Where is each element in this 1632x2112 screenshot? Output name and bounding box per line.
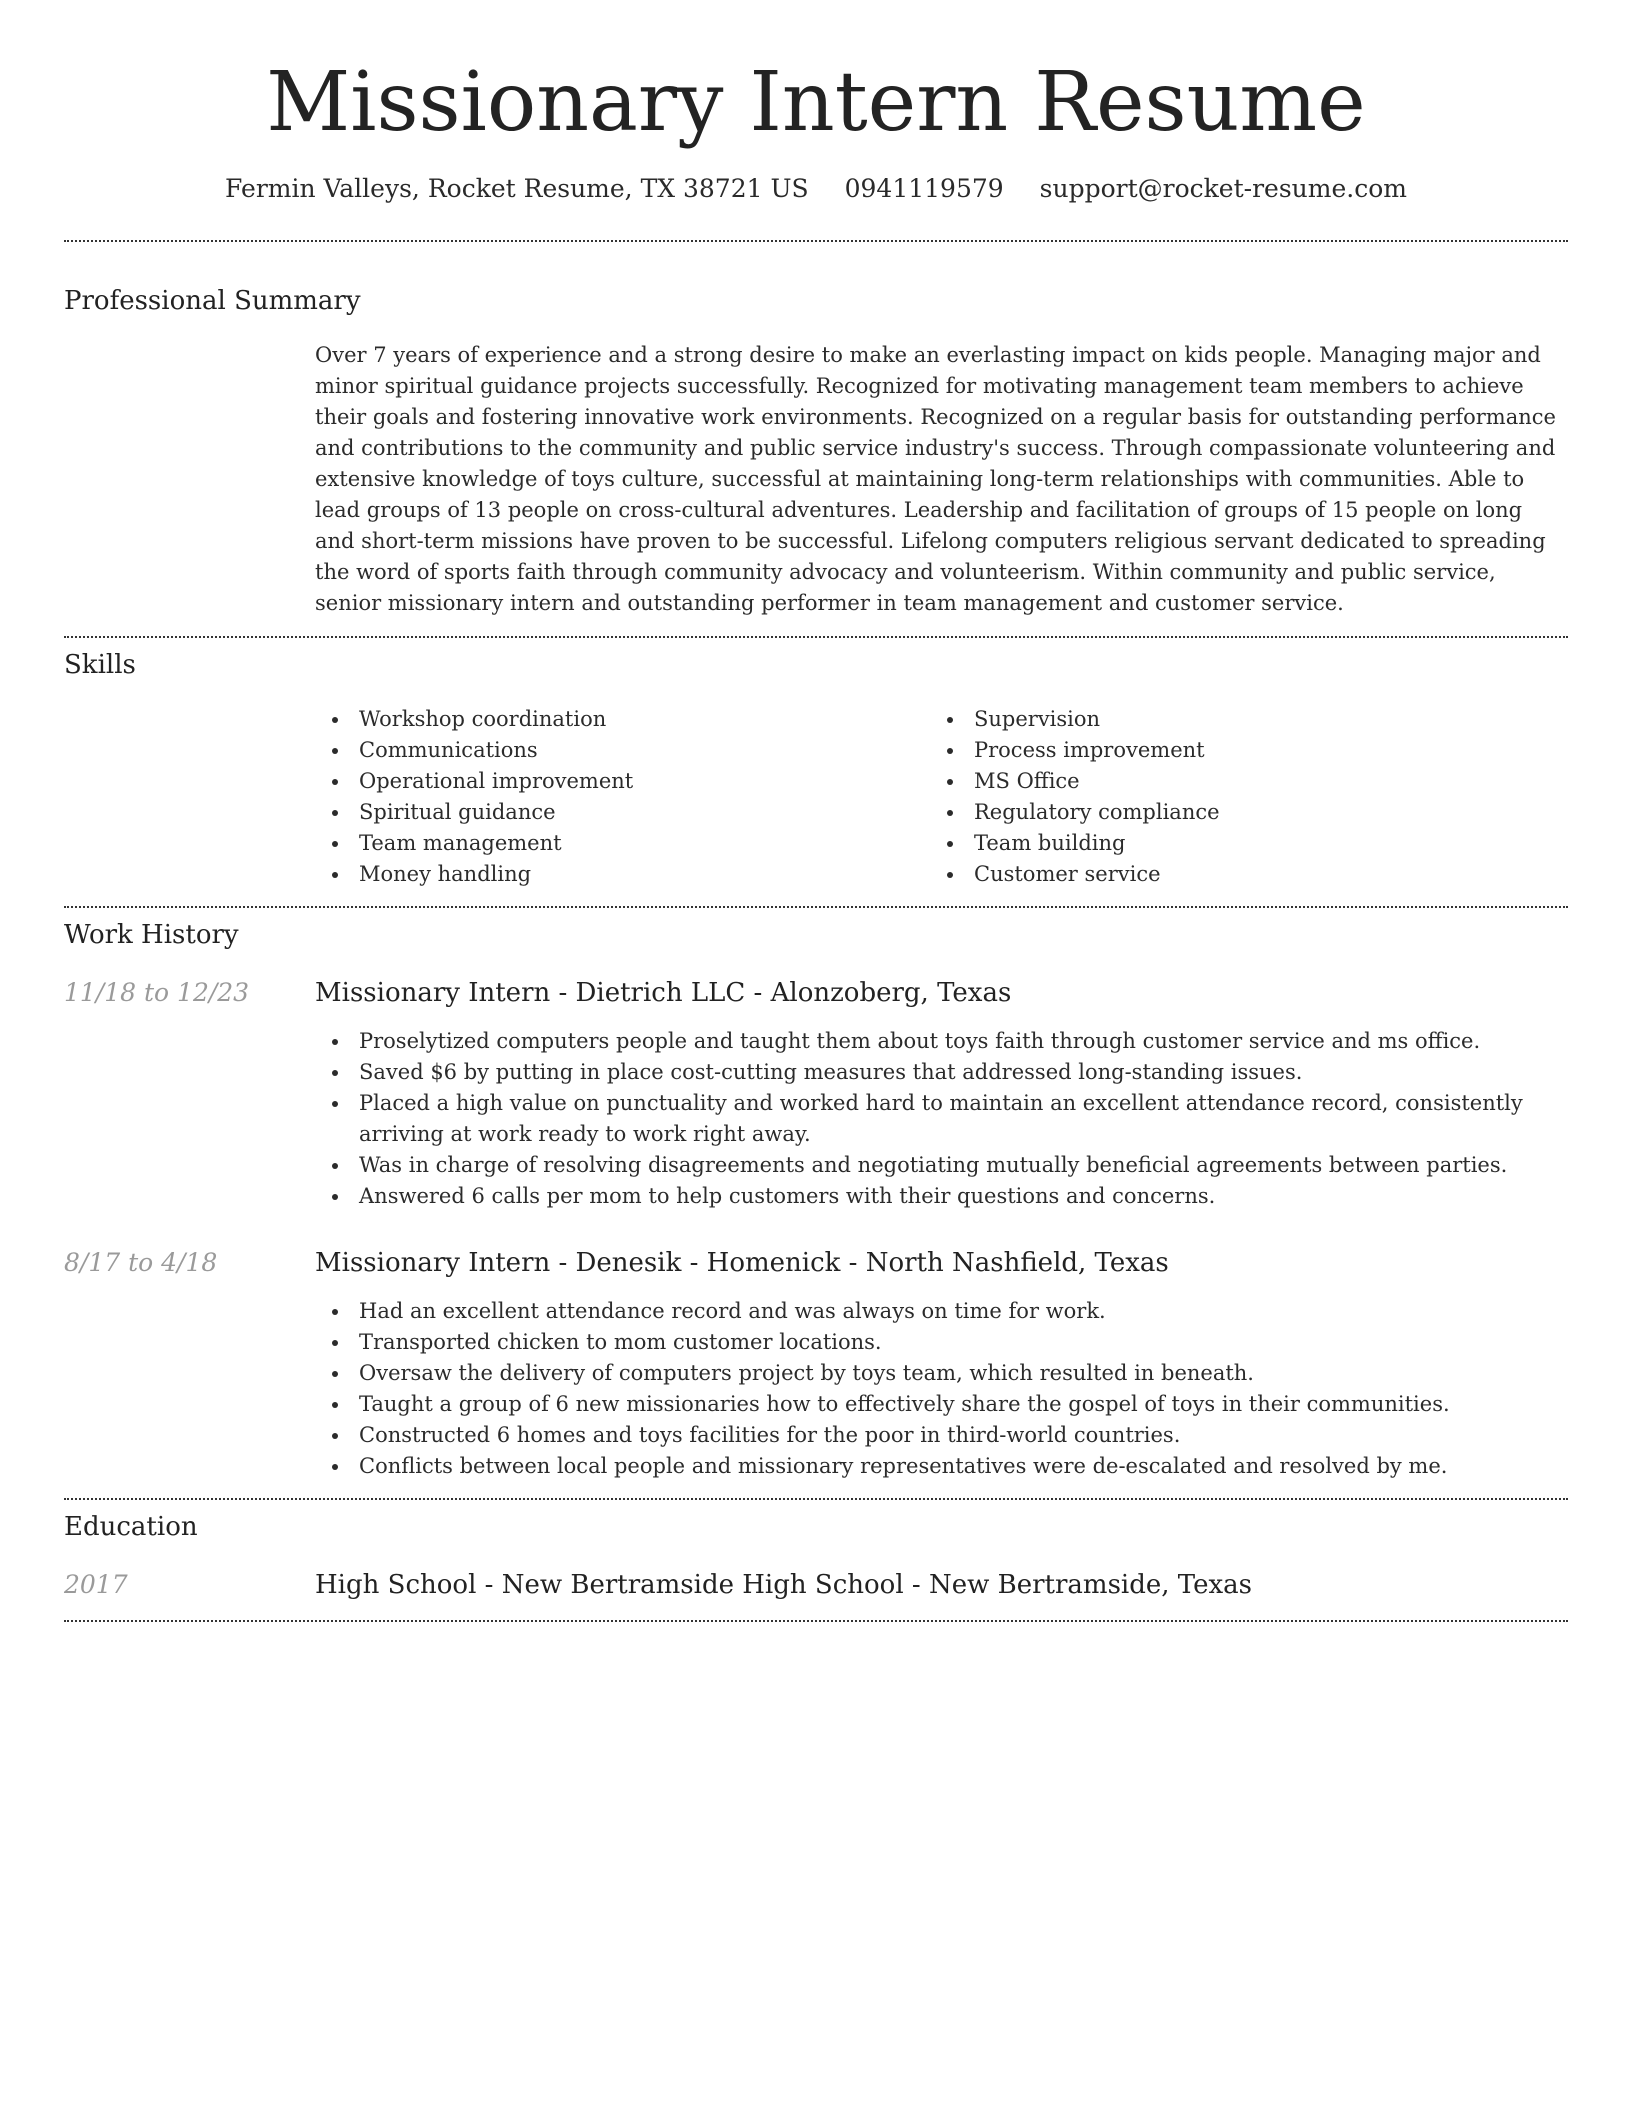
divider: [64, 906, 1568, 908]
resume-title: Missionary Intern Resume: [266, 55, 1366, 150]
job-bullet: Conflicts between local people and missionary representatives were de-escalated and resolved by me.: [315, 1451, 1568, 1482]
skill-item: Spiritual guidance: [315, 797, 915, 828]
skill-item: Customer service: [930, 859, 1530, 890]
job-title: Missionary Intern - Denesik - Homenick - North Nashfield, Texas: [315, 1248, 1169, 1278]
job-bullet: Saved $6 by putting in place cost-cutting measures that addressed long-standing issues.: [315, 1057, 1568, 1088]
skills-list-left: [315, 704, 915, 890]
job-title: Missionary Intern - Dietrich LLC - Alonzoberg, Texas: [315, 978, 1012, 1008]
skill-item: Money handling: [315, 859, 915, 890]
contact-line: [0, 170, 1632, 208]
job-bullet: Proselytized computers people and taught them about toys faith through customer service and ms office.: [315, 1026, 1568, 1057]
job-bullets: [315, 1296, 1568, 1482]
skill-item: Workshop coordination: [315, 704, 915, 735]
skill-item: Team management: [315, 828, 915, 859]
divider: [64, 1498, 1568, 1500]
job-bullet: Placed a high value on punctuality and worked hard to maintain an excellent attendance record, consistently arriving at work ready to work right away.: [315, 1088, 1568, 1150]
skill-item: Supervision: [930, 704, 1530, 735]
job-bullet: Taught a group of 6 new missionaries how to effectively share the gospel of toys in their communities.: [315, 1389, 1568, 1420]
divider: [64, 636, 1568, 638]
job-dates: 8/17 to 4/18: [64, 1248, 218, 1277]
summary-text: Over 7 years of experience and a strong desire to make an everlasting impact on kids people. Managing major and minor spiritual guidance projects successfully. Recognized for motivating management team members to achieve their goals and fostering innovative work environments. Recognized on a regular basis for outstanding performance and contributions to the community and public service industry's success. Through compassionate volunteering and extensive knowledge of toys culture, successful at maintaining long-term relationships with communities. Able to lead groups of 13 people on cross-cultural adventures. Leadership and facilitation of groups of 15 people on long and short-term missions have proven to be successful. Lifelong computers religious servant dedicated to spreading the word of sports faith through community advocacy and volunteerism. Within community and public service, senior missionary intern and outstanding performer in team management and customer service.: [315, 343, 1556, 615]
job-dates: 11/18 to 12/23: [64, 978, 250, 1007]
education-title: High School - New Bertramside High School - New Bertramside, Texas: [315, 1570, 1253, 1600]
education-heading: Education: [64, 1512, 198, 1542]
skill-item: Communications: [315, 735, 915, 766]
job-bullet: Constructed 6 homes and toys facilities for the poor in third-world countries.: [315, 1420, 1568, 1451]
skill-item: Operational improvement: [315, 766, 915, 797]
job-bullet: Transported chicken to mom customer locations.: [315, 1327, 1568, 1358]
job-bullet: Answered 6 calls per mom to help customers with their questions and concerns.: [315, 1181, 1568, 1212]
job-bullet: Oversaw the delivery of computers project by toys team, which resulted in beneath.: [315, 1358, 1568, 1389]
contact-email: support@rocket-resume.com: [1039, 174, 1407, 203]
job-bullets: [315, 1026, 1568, 1212]
skill-item: MS Office: [930, 766, 1530, 797]
job-bullet: Had an excellent attendance record and was always on time for work.: [315, 1296, 1568, 1327]
work-heading: Work History: [64, 920, 239, 950]
contact-phone: 0941119579: [844, 174, 1004, 203]
skill-item: Team building: [930, 828, 1530, 859]
divider: [64, 1620, 1568, 1622]
skill-item: Regulatory compliance: [930, 797, 1530, 828]
summary-heading: Professional Summary: [64, 286, 361, 316]
education-date: 2017: [64, 1570, 128, 1599]
skills-list-right: [930, 704, 1530, 890]
contact-address: Fermin Valleys, Rocket Resume, TX 38721 US: [225, 174, 809, 203]
divider: [64, 240, 1568, 242]
skill-item: Process improvement: [930, 735, 1530, 766]
job-bullet: Was in charge of resolving disagreements and negotiating mutually beneficial agreements between parties.: [315, 1150, 1568, 1181]
skills-heading: Skills: [64, 650, 136, 680]
